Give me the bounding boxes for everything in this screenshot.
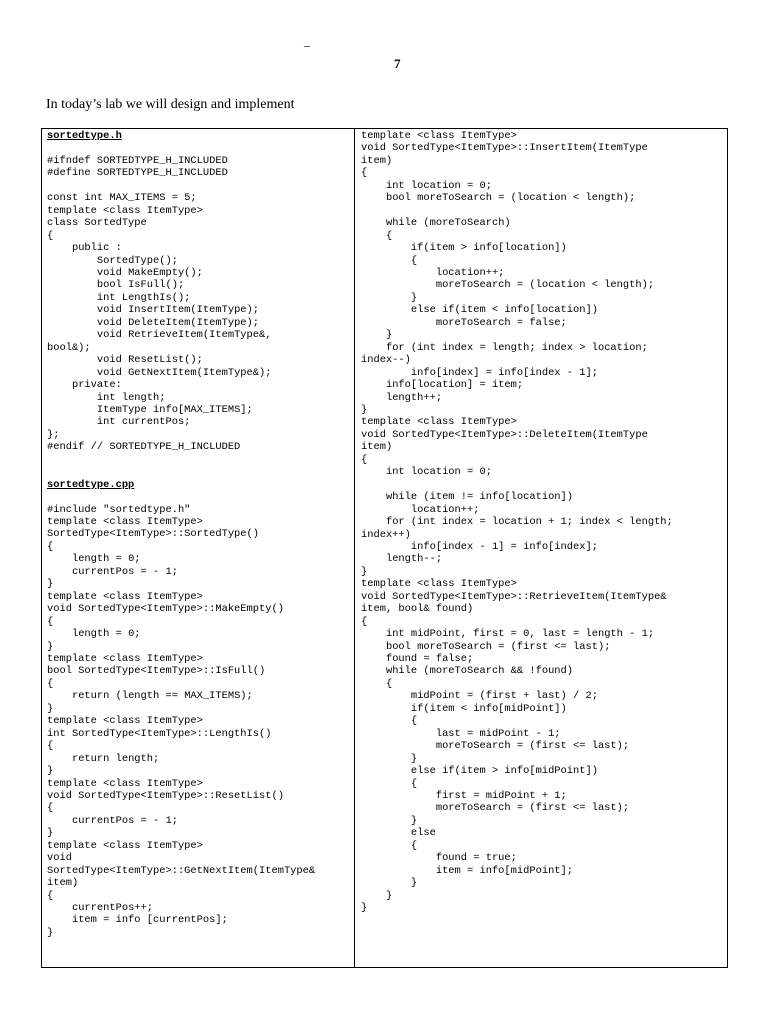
header-dash: – bbox=[304, 38, 310, 52]
file-title-header: sortedtype.h bbox=[47, 130, 122, 142]
intro-text: In today’s lab we will design and implement bbox=[46, 97, 295, 112]
methods-code: template <class ItemType> void SortedType<ItemType>::InsertItem(ItemType item) { int location = 0; bool moreToSearch = (location < length); while (moreToSearch) { if(item > info[location]) { location++; moreToSearch = (location < length); } else if(item < info[location]) moreToSearch = false; } for (int index = length; index > location; index--) info[index] = info[index - 1]; info[location] = item; length++; } template <class ItemType> void SortedType<ItemType>::DeleteItem(ItemType item) { int location = 0; while (item != info[location]) location++; for (int index = location + 1; index < length; index++) info[index - 1] = info[index]; length--; } template <class ItemType> void SortedType<ItemType>::RetrieveItem(ItemType& item, bool& found) { int midPoint, first = 0, last = length - 1; bool moreToSearch = (first <= last); found = false; while (moreToSearch && !found) { midPoint = (first + last) / 2; if(item < info[midPoint]) { last = midPoint - 1; moreToSearch = (first <= last); } else if(item > info[midPoint]) { first = midPoint + 1; moreToSearch = (first <= last); } else { found = true; item = info[midPoint]; } } } bbox=[361, 130, 673, 915]
code-table bbox=[41, 128, 728, 968]
file-title-source: sortedtype.cpp bbox=[47, 478, 135, 491]
page-number: 7 bbox=[394, 56, 401, 71]
right-column bbox=[354, 129, 727, 967]
source-file-code: #include "sortedtype.h" template <class ItemType> SortedType<ItemType>::SortedType() { length = 0; currentPos = - 1; } template <class ItemType> void SortedType<ItemType>::MakeEmpty() { length = 0; } template <class ItemType> bool SortedType<ItemType>::IsFull() { return (length == MAX_ITEMS); } template <class ItemType> int SortedType<ItemType>::LengthIs() { return length; } template <class ItemType> void SortedType<ItemType>::ResetList() { currentPos = - 1; } template <class ItemType> void SortedType<ItemType>::GetNextItem(ItemType& item) { currentPos++; item = info [currentPos]; } bbox=[47, 503, 316, 939]
left-column bbox=[42, 129, 354, 967]
header-file-code: #ifndef SORTEDTYPE_H_INCLUDED #define SORTEDTYPE_H_INCLUDED const int MAX_ITEMS = 5; template <class ItemType> class SortedType { public : SortedType(); void MakeEmpty(); bool IsFull(); int LengthIs(); void InsertItem(ItemType); void DeleteItem(ItemType); void RetrieveItem(ItemType&, bool&); void ResetList(); void GetNextItem(ItemType&); private: int length; ItemType info[MAX_ITEMS]; int currentPos; }; #endif // SORTEDTYPE_H_INCLUDED bbox=[47, 154, 272, 454]
